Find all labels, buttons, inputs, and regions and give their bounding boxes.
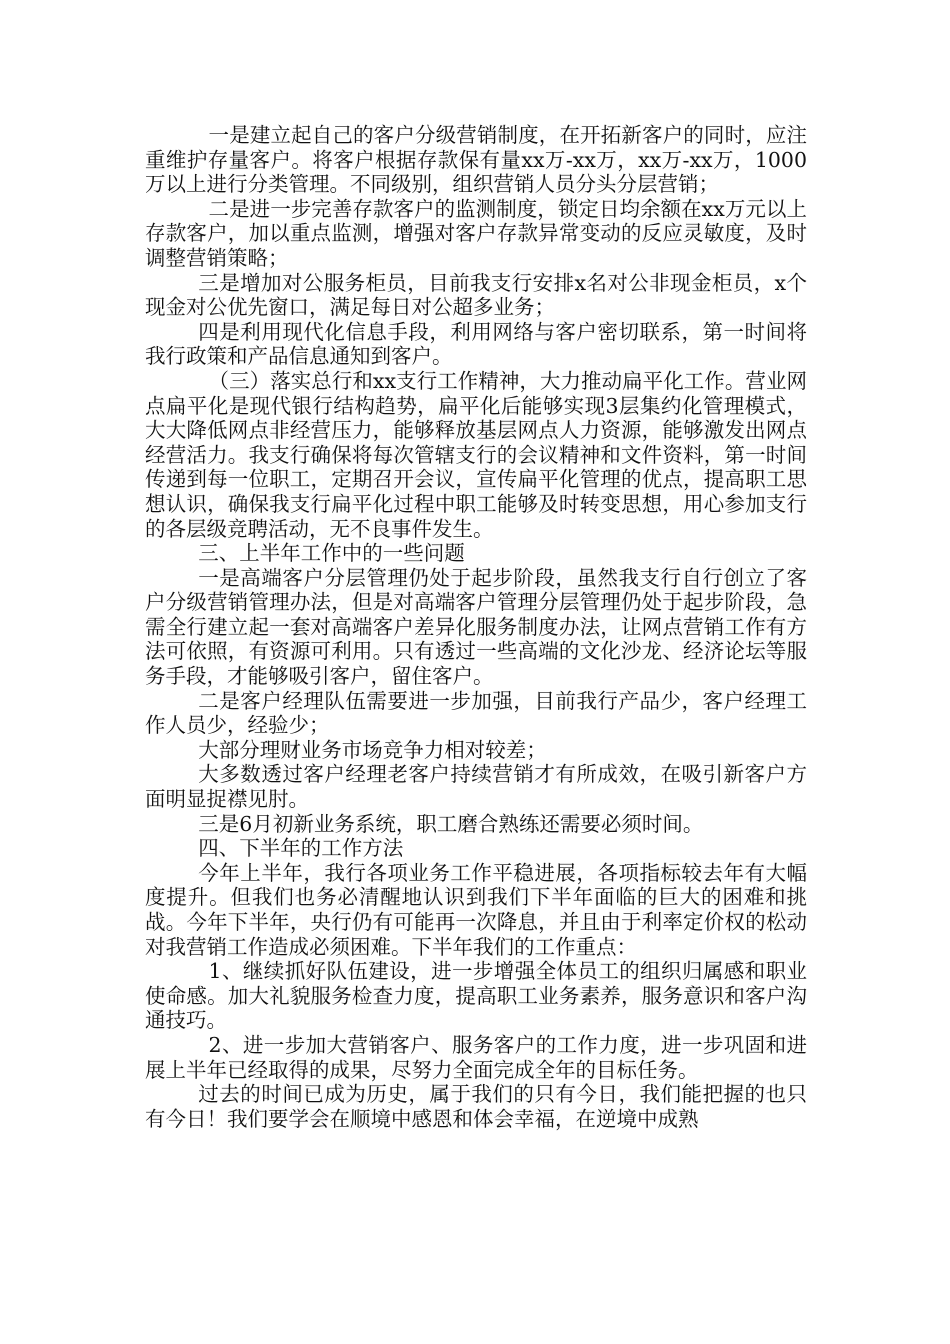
- paragraph-wealth-products: 大部分理财业务市场竞争力相对较差；: [198, 737, 547, 762]
- paragraph-new-client-acquisition: 大多数透过客户经理老客户持续营销才有所成效，在吸引新客户方面明显捉襟见肘。: [145, 762, 807, 812]
- paragraph-new-system: 三是6月初新业务系统，职工磨合熟练还需要必须时间。: [198, 811, 704, 836]
- paragraph-team-building: 1、继续抓好队伍建设，进一步增强全体员工的组织归属感和职业使命感。加大礼貌服务检查力度，提高职工业务素养，服务意识和客户沟通技巧。: [145, 959, 807, 1033]
- section-heading-methods: 四、下半年的工作方法: [198, 836, 404, 861]
- paragraph-information-tools: 四是利用现代化信息手段，利用网络与客户密切联系，第一时间将我行政策和产品信息通知到客户。: [145, 319, 807, 369]
- paragraph-flattening: （三）落实总行和xx支行工作精神，大力推动扁平化工作。营业网点扁平化是现代银行结构趋势，扁平化后能够实现3层集约化管理模式，大大降低网点非经营压力，能够释放基层网点人力资源，能够激发出网点经营活力。我支行确保将每次管辖支行的会议精神和文件资料，第一时间传递到每一位职工，定期召开会议，宣传扁平化管理的优点，提高职工思想认识，确保我支行扁平化过程中职工能够及时转变思想，用心参加支行的各层级竞聘活动，无不良事件发生。: [145, 368, 807, 541]
- paragraph-closing: 过去的时间已成为历史，属于我们的只有今日，我们能把握的也只有今日！我们要学会在顺境中感恩和体会幸福，在逆境中成熟: [145, 1082, 807, 1131]
- paragraph-account-managers: 二是客户经理队伍需要进一步加强，目前我行产品少，客户经理工作人员少，经验少；: [145, 688, 807, 738]
- document-body: [145, 123, 807, 1131]
- paragraph-half-year-review: 今年上半年，我行各项业务工作平稳进展，各项指标较去年有大幅度提升。但我们也务必清醒地认识到我们下半年面临的巨大的困难和挑战。今年下半年，央行仍有可能再一次降息，并且由于利率定价权的松动对我营销工作造成必须困难。下半年我们的工作重点：: [145, 860, 807, 959]
- paragraph-deposit-monitoring: 二是进一步完善存款客户的监测制度，锁定日均余额在xx万元以上存款客户，加以重点监测，增强对客户存款异常变动的反应灵敏度，及时调整营销策略；: [145, 196, 807, 270]
- paragraph-high-end-clients: 一是高端客户分层管理仍处于起步阶段，虽然我支行自行创立了客户分级营销管理办法，但是对高端客户管理分层管理仍处于起步阶段，急需全行建立起一套对高端客户差异化服务制度办法，让网点营销工作有方法可依照，有资源可利用。只有透过一些高端的文化沙龙、经济论坛等服务手段，才能够吸引客户，留住客户。: [145, 565, 807, 689]
- paragraph-client-tiering: 一是建立起自己的客户分级营销制度，在开拓新客户的同时，应注重维护存量客户。将客户根据存款保有量xx万-xx万，xx万-xx万，1000万以上进行分类管理。不同级别，组织营销人员分头分层营销；: [145, 123, 807, 197]
- paragraph-corporate-tellers: 三是增加对公服务柜员，目前我支行安排x名对公非现金柜员，x个现金对公优先窗口，满足每日对公超多业务；: [145, 270, 807, 320]
- section-heading-problems: 三、上半年工作中的一些问题: [198, 541, 465, 566]
- paragraph-marketing-efforts: 2、进一步加大营销客户、服务客户的工作力度，进一步巩固和进展上半年已经取得的成果，尽努力全面完成全年的目标任务。: [145, 1032, 807, 1082]
